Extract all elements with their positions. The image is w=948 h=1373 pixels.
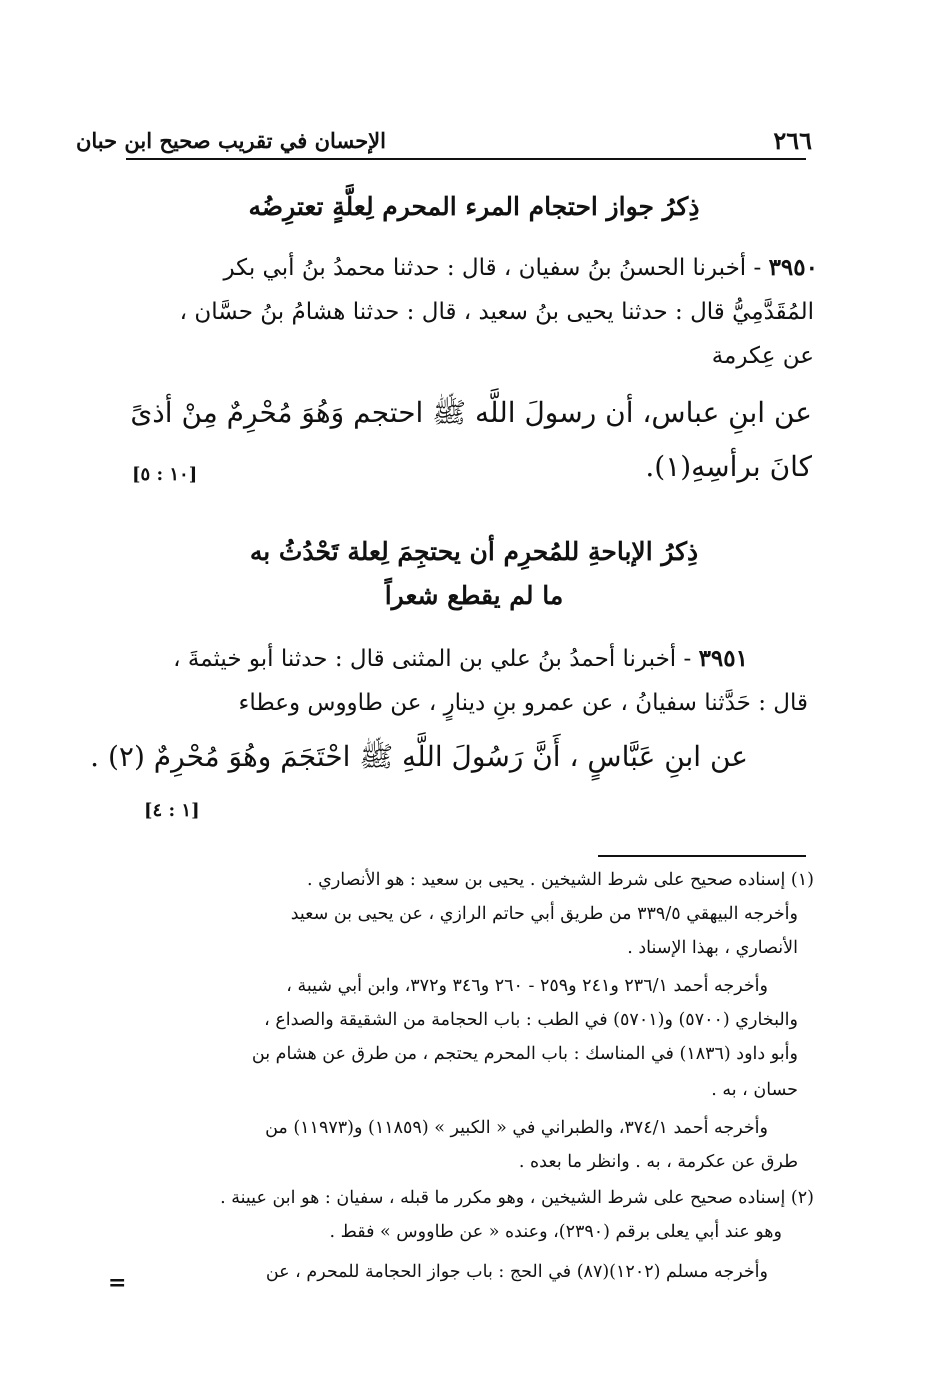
chapter-heading-2-line-2: ما لم يقطع شعراً — [384, 581, 564, 610]
hadith-number: ٣٩٥٠ — [768, 254, 818, 281]
hadith-3950-isnad-line-1 — [223, 246, 818, 290]
hadith-number: ٣٩٥١ — [698, 645, 748, 672]
hadith-3950-isnad-line-3: عن عِكرمة — [711, 343, 814, 369]
isnad-text: - أخبرنا أحمدُ بنُ علي بن المثنى قال : حدثنا أبو خيثمةَ ، — [173, 646, 692, 672]
footnote-line: وأبو داود (١٨٣٦) في المناسك : باب المحرم يحتجم ، من طرق عن هشام بن — [251, 1044, 798, 1064]
hadith-3950-matn-line-2: كانَ برأسِهِ(١). — [645, 450, 812, 483]
continuation-mark: = — [108, 1270, 127, 1296]
footnote-line: والبخاري (٥٧٠٠) و(٥٧٠١) في الطب : باب الحجامة من الشقيقة والصداع ، — [264, 1010, 798, 1030]
hadith-3950-matn-line-1: عن ابنِ عباس، أن رسولَ اللَّه ﷺ احتجم وَهُوَ مُحْرِمٌ مِنْ أذىً — [130, 396, 812, 429]
footnote-line: (١) إسناده صحيح على شرط الشيخين . يحيى بن سعيد : هو الأنصاري . — [307, 870, 814, 890]
footnote-line: وأخرجه أحمد ٣٧٤/١، والطبراني في « الكبير » (١١٨٥٩) و(١١٩٧٣) من — [265, 1118, 768, 1138]
footnote-line: حسان ، به . — [711, 1080, 798, 1100]
footnote-line: وأخرجه البيهقي ٣٣٩/٥ من طريق أبي حاتم الرازي ، عن يحيى بن سعيد — [290, 904, 798, 924]
hadith-3951-isnad-line-1 — [173, 637, 748, 681]
footnote-separator — [598, 855, 806, 857]
page-number: ٢٦٦ — [773, 126, 812, 155]
footnote-line: الأنصاري ، بهذا الإسناد . — [627, 938, 798, 958]
footnote-line: وأخرجه أحمد ٢٣٦/١ و٢٤١ و٢٥٩ - ٢٦٠ و٣٤٦ و٣٧٢، وابن أبي شيبة ، — [286, 976, 768, 996]
hadith-3950-isnad-line-2: المُقَدَّمِيُّ قال : حدثنا يحيى بنُ سعيد ، قال : حدثنا هشامُ بنُ حسَّان ، — [179, 299, 814, 325]
header-rule — [126, 158, 806, 160]
footnote-line: وأخرجه مسلم (١٢٠٢)(٨٧) في الحج : باب جواز الحجامة للمحرم ، عن — [265, 1262, 768, 1282]
footnote-line: (٢) إسناده صحيح على شرط الشيخين ، وهو مكرر ما قبله ، سفيان : هو ابن عيينة . — [220, 1188, 814, 1208]
hadith-3951-isnad-line-2: قال : حَدَّثنا سفيانُ ، عن عمرو بنِ دينارٍ ، عن طاووس وعطاء — [238, 690, 808, 716]
hadith-3951-reference: [١ : ٤] — [144, 800, 200, 821]
running-header-title: الإحسان في تقريب صحيح ابن حبان — [75, 128, 386, 153]
isnad-text: - أخبرنا الحسنُ بنُ سفيان ، قال : حدثنا محمدُ بنُ أبي بكر — [223, 255, 762, 281]
chapter-heading-1: ذِكرُ جواز احتجام المرء المحرم لِعلَّةٍ تعترِضُه — [248, 192, 700, 221]
footnote-line: وهو عند أبي يعلى برقم (٢٣٩٠)، وعنده « عن طاووس » فقط . — [329, 1222, 782, 1242]
hadith-3950-reference: [١٠ : ٥] — [132, 464, 198, 485]
footnote-line: طرق عن عكرمة ، به . وانظر ما بعده . — [518, 1152, 798, 1172]
chapter-heading-2-line-1: ذِكرُ الإباحةِ للمُحرِم أن يحتجِمَ لِعلة تَحْدُثُ به — [249, 537, 699, 566]
hadith-3951-matn-line-1: عن ابنِ عَبَّاسٍ ، أَنَّ رَسُولَ اللَّهِ ﷺ احْتَجَمَ وهُوَ مُحْرِمٌ (٢) . — [90, 740, 748, 773]
